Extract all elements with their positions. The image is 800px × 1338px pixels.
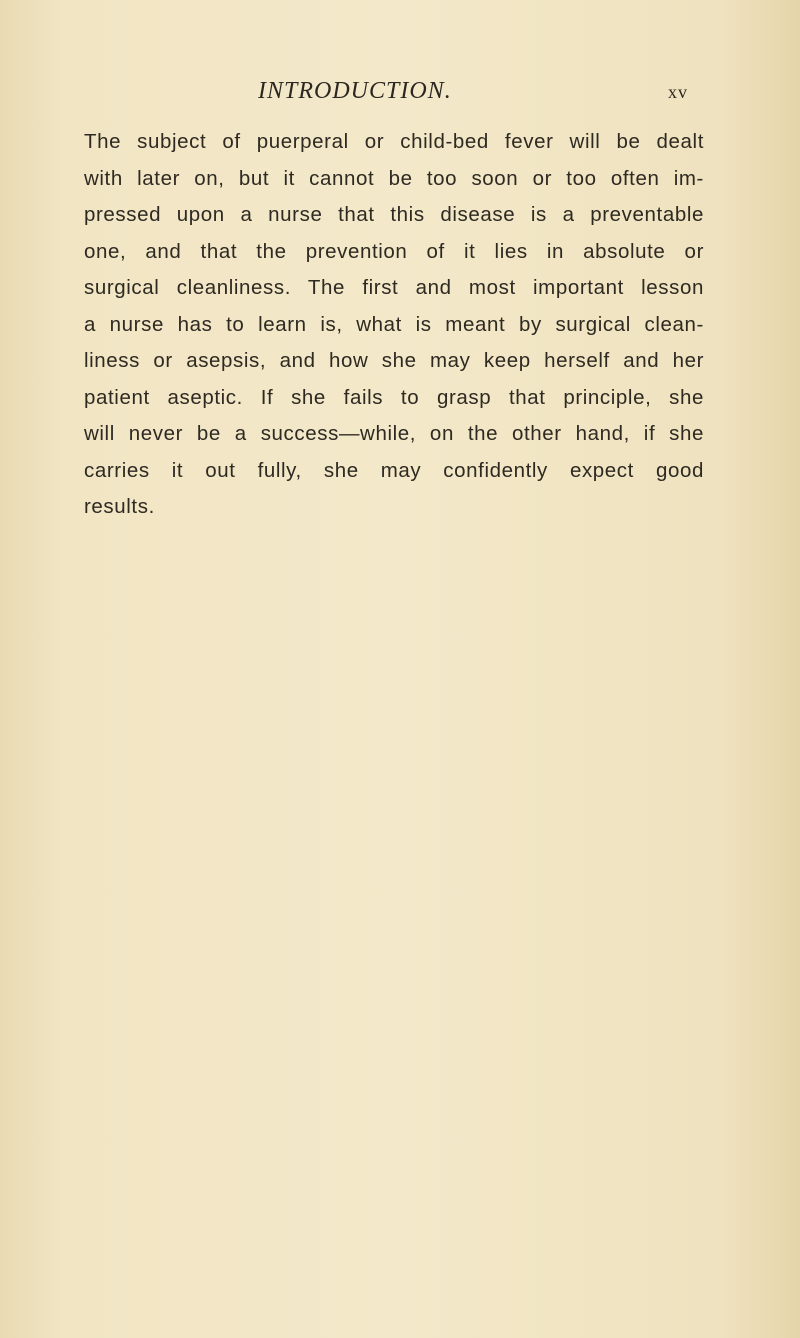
text-line: results. [84, 495, 155, 518]
text-line: one, and that the prevention of it lies in absolute or [84, 239, 704, 263]
text-line: patient aseptic. If she fails to grasp that principle, she [84, 385, 704, 409]
page-number: xv [668, 82, 688, 102]
text-line: liness or asepsis, and how she may keep herself and her [84, 349, 704, 372]
text-line: carries it out fully, she may confidently expect good [84, 458, 704, 482]
running-head [0, 78, 800, 110]
running-title: INTRODUCTION. [258, 78, 452, 104]
text-line: surgical cleanliness. The first and most important lesson [84, 276, 704, 299]
text-line: a nurse has to learn is, what is meant by surgical clean- [84, 312, 704, 336]
text-line: pressed upon a nurse that this disease is a preventable [84, 203, 704, 226]
text-line: with later on, but it cannot be too soon or too often im- [84, 166, 704, 190]
body-paragraph [84, 124, 704, 526]
text-line: will never be a success—while, on the other hand, if she [84, 422, 704, 445]
text-line: The subject of puerperal or child-bed fever will be dealt [84, 130, 704, 153]
